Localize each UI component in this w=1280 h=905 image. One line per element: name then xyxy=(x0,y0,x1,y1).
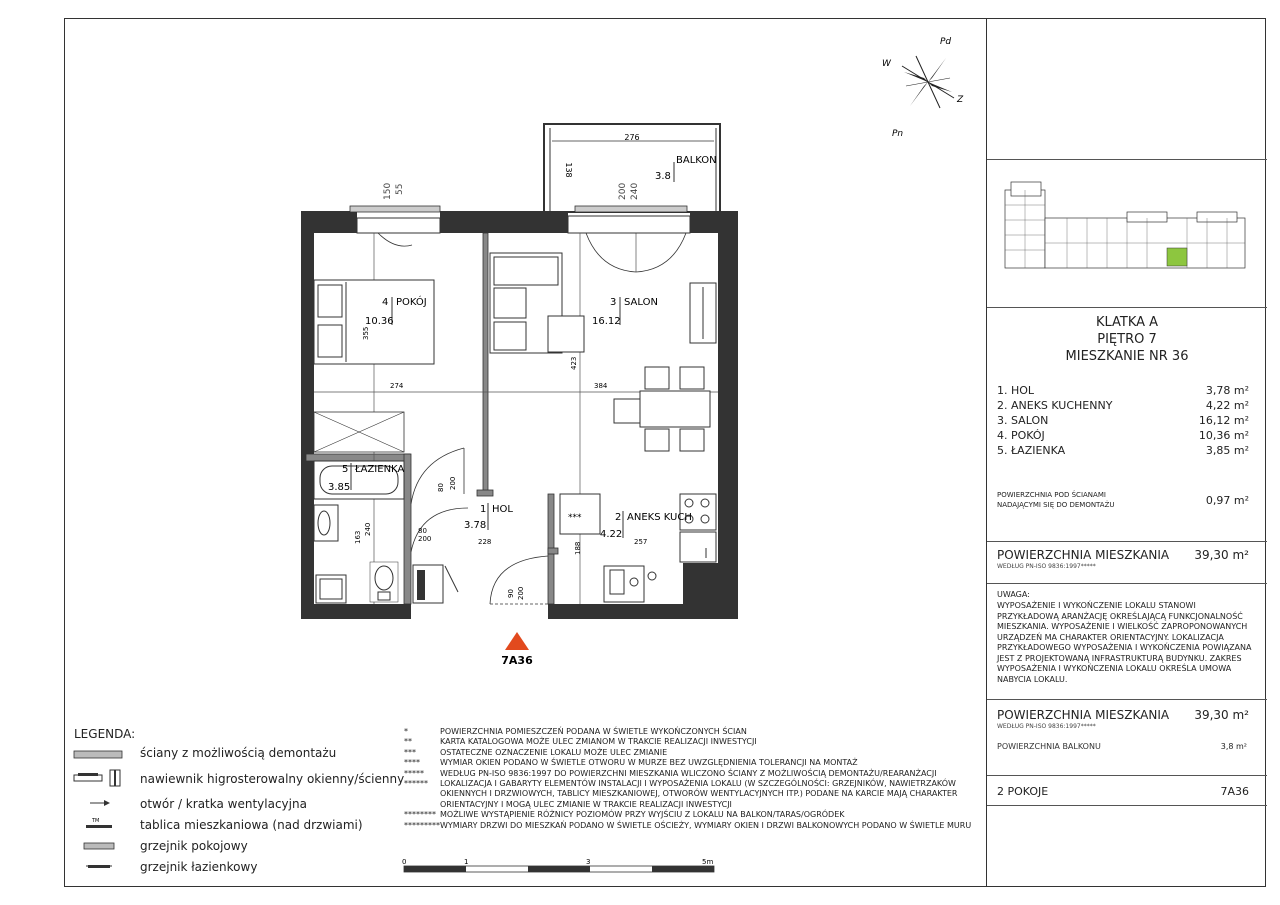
total-area-section xyxy=(987,542,1267,584)
floor: PIĘTRO 7 xyxy=(1097,332,1157,347)
room4-num: 4 xyxy=(382,297,389,308)
footnote-marker: ** xyxy=(404,737,412,747)
svg-text:TM: TM xyxy=(92,818,100,824)
dim-90: 90 xyxy=(507,589,515,598)
toilet xyxy=(375,566,393,590)
room-row-1: 1. HOL 3,78 m² xyxy=(997,384,1249,397)
scale-label-5: 5m xyxy=(702,858,714,866)
footnote-marker: * xyxy=(404,727,408,736)
footnote-marker: ***** xyxy=(404,768,424,778)
apartment-number: MIESZKANIE NR 36 xyxy=(1065,349,1189,364)
dim-276: 276 xyxy=(624,133,640,142)
footnote-marker: **** xyxy=(404,758,420,768)
room2-label: ANEKS KUCH xyxy=(627,512,692,523)
dim-138: 138 xyxy=(564,162,573,178)
summary-section xyxy=(987,700,1267,776)
dim-80a: 80 xyxy=(437,483,445,492)
compass-w: W xyxy=(882,59,891,69)
legend-title: LEGENDA: xyxy=(74,727,136,741)
dim-200a: 200 xyxy=(449,476,457,490)
vent-opening-icon xyxy=(90,800,110,806)
entrance-label: 7A36 xyxy=(501,654,533,667)
room-row-5: 5. ŁAZIENKA 3,85 m² xyxy=(997,444,1249,457)
dim-240b: 240 xyxy=(364,522,372,536)
footnote-marker: *** xyxy=(404,747,416,757)
dim-163: 163 xyxy=(354,530,362,544)
room3-area: 16.12 xyxy=(592,316,621,327)
room4-area: 10.36 xyxy=(365,316,394,327)
dim-257: 257 xyxy=(634,538,648,546)
footnote-text: POWIERZCHNIA POMIESZCZEŃ PODANA W ŚWIETLE WYKOŃCZONYCH ŚCIAN xyxy=(440,727,747,736)
entrance-marker-icon xyxy=(505,632,529,650)
dim-423: 423 xyxy=(570,356,578,370)
key-plan-section xyxy=(987,160,1267,308)
apartment-section xyxy=(987,308,1267,542)
footnote-text: MOŻLIWE WYSTĄPIENIE RÓŻNICY POZIOMÓW PRZY WYJŚCIU Z LOKALU NA BALKON/TARAS/OGRÓDEK xyxy=(440,810,845,820)
balcony-area-value: 3,8 m² xyxy=(1220,742,1247,751)
footnote-marker: ********* xyxy=(404,820,440,830)
dim-240: 240 xyxy=(630,182,640,200)
bathroom-radiator-icon xyxy=(86,865,112,868)
room1-label: HOL xyxy=(492,504,513,515)
room-radiator-icon xyxy=(84,843,114,849)
dim-188: 188 xyxy=(574,541,582,555)
summary-area-value: 39,30 m² xyxy=(1194,708,1249,722)
room4-label: POKÓJ xyxy=(396,297,427,308)
room2-num: 2 xyxy=(615,512,622,523)
rooms-count-section xyxy=(987,776,1267,806)
demolishable-wall-icon xyxy=(74,751,122,758)
dim-150: 150 xyxy=(383,182,393,200)
room-row-3: 3. SALON 16,12 m² xyxy=(997,414,1249,427)
highlighted-unit xyxy=(1167,248,1187,266)
summary-area-label: POWIERZCHNIA MIESZKANIA xyxy=(997,708,1170,722)
room5-num: 5 xyxy=(342,464,349,475)
remark-text: WYPOSAŻENIE I WYKOŃCZENIE LOKALU STANOWI PRZYKŁADOWĄ ARANŻACJĘ OKREŚLAJĄCĄ FUNKCJONALNOŚĆ MIESZKANIA. WYPOSAŻENIE I WIELKOŚĆ ZAPROPONOWANYCH URZĄDZEŃ MA CHARAKTER ORIENTACYJNY. LOKALIZACJA PRZYKŁADOWEGO WYPOSAŻENIA I WYKOŃCZENIA POWIĄZANA JEST Z PROJEKTOWANĄ INFRASTRUKTURĄ BUDYNKU. ZAKRES WYPOSAŻENIA I WYKOŃCZENIA LOKALU OKREŚLA UMOWA NABYCIA LOKALU. xyxy=(997,601,1252,684)
compass-rose-icon xyxy=(902,56,954,108)
total-area-label: POWIERZCHNIA MIESZKANIA xyxy=(997,548,1170,562)
footnote-text: WYMIAR OKIEN PODANO W ŚWIETLE OTWORU W MURZE BEZ UWZGLĘDNIENIA TOLERANCJI NA MONTAŻ xyxy=(440,758,858,768)
rooms-count: 2 POKOJE xyxy=(997,785,1049,798)
footnote-text: KARTA KATALOGOWA MOŻE ULEC ZMIANOM W TRAKCIE REALIZACJI INWESTYCJI xyxy=(440,737,757,747)
info-panel xyxy=(986,18,1266,887)
balcony-area-label: POWIERZCHNIA BALKONU xyxy=(997,742,1101,751)
footnote-text: ORIENTACYJNY I MOGĄ ULEC ZMIANIE W TRAKCIE REALIZACJI INWESTYCJI xyxy=(440,799,732,809)
balcony-area: 3.8 xyxy=(655,171,671,182)
dim-80b: 80 xyxy=(418,527,427,535)
total-area-value: 39,30 m² xyxy=(1194,548,1249,562)
summary-area-sub: WEDŁUG PN-ISO 9836:1997***** xyxy=(997,723,1096,730)
apartment-panel-icon xyxy=(86,818,112,828)
footnote-marker: ******** xyxy=(404,810,436,820)
room3-label: SALON xyxy=(624,297,658,308)
compass-section xyxy=(987,18,1267,160)
dim-355: 355 xyxy=(362,326,370,340)
balcony-label: BALKON xyxy=(676,155,717,166)
remark-section xyxy=(987,584,1267,700)
dim-274: 274 xyxy=(390,382,404,390)
room5-label: ŁAZIENKA xyxy=(355,464,405,475)
room2-area: 4.22 xyxy=(600,529,623,540)
trickle-vent-icon xyxy=(74,770,120,786)
room1-area: 3.78 xyxy=(464,520,487,531)
dim-228: 228 xyxy=(478,538,492,546)
room-row-4: 4. POKÓJ 10,36 m² xyxy=(997,429,1249,442)
dim-200b: 200 xyxy=(418,535,432,543)
dining-table xyxy=(640,391,710,427)
scale-label-0: 0 xyxy=(402,858,407,866)
compass-z: Z xyxy=(957,95,964,105)
dim-55: 55 xyxy=(395,183,405,195)
compass-pd: Pd xyxy=(940,37,952,47)
footnote-text: OSTATECZNE OZNACZENIE LOKALU MOŻE ULEC ZMIANIE xyxy=(440,747,668,757)
key-plan xyxy=(987,160,1267,308)
dim-200: 200 xyxy=(618,182,628,200)
room1-num: 1 xyxy=(480,504,487,515)
scale-bar-svg xyxy=(400,856,720,880)
scale-label-3: 3 xyxy=(586,858,591,866)
walls-note: POWIERZCHNIA POD ŚCIANAMI NADAJĄCYMI SIĘ DO DEMONTAŻU xyxy=(997,491,1115,509)
room-row-2: 2. ANEKS KUCHENNY 4,22 m² xyxy=(997,399,1249,412)
legend-icons xyxy=(70,745,130,875)
footnote-text: OKIENNYCH I DRZWIOWYCH, TABLICY MIESZKANIOWEJ, OTWORÓW WENTYLACYJNYCH ITP.) PODANE NA KARCIE MAJĄ CHARAKTER xyxy=(440,789,958,799)
stairwell: KLATKA A xyxy=(1095,315,1159,330)
room3-num: 3 xyxy=(610,297,617,308)
dim-200c: 200 xyxy=(517,586,525,600)
compass-pn: Pn xyxy=(892,129,904,139)
footnote-text: WEDŁUG PN-ISO 9836:1997 DO POWIERZCHNI MIESZKANIA WLICZONO ŚCIANY Z MOŻLIWOŚCIĄ DEMONTAŻU/REARANŻACJI xyxy=(440,768,937,778)
remark-title: UWAGA: xyxy=(997,590,1030,599)
scale-label-1: 1 xyxy=(464,858,469,866)
dim-384: 384 xyxy=(594,382,608,390)
footnote-text: LOKALIZACJA I GABARYTY ELEMENTÓW INSTALACJI I WYPOSAŻENIA LOKALU (W SZCZEGÓLNOŚCI: GRZEJNIKÓW, NAWIETRZAKÓW xyxy=(440,779,956,788)
footnotes xyxy=(404,727,979,847)
total-area-sub: WEDŁUG PN-ISO 9836:1997***** xyxy=(997,563,1096,570)
unit-code: 7A36 xyxy=(1220,785,1249,798)
room5-area: 3.85 xyxy=(328,482,351,493)
walls-note-value: 0,97 m² xyxy=(1205,494,1249,507)
svg-text:***: *** xyxy=(568,513,582,523)
footnote-marker: ****** xyxy=(404,779,428,788)
footnote-text: WYMIARY DRZWI DO MIESZKAŃ PODANO W ŚWIETLE OŚCIEŻY, WYMIARY OKIEN I DRZWI BALKONOWYCH PODANO W ŚWIETLE MURU xyxy=(440,820,972,830)
